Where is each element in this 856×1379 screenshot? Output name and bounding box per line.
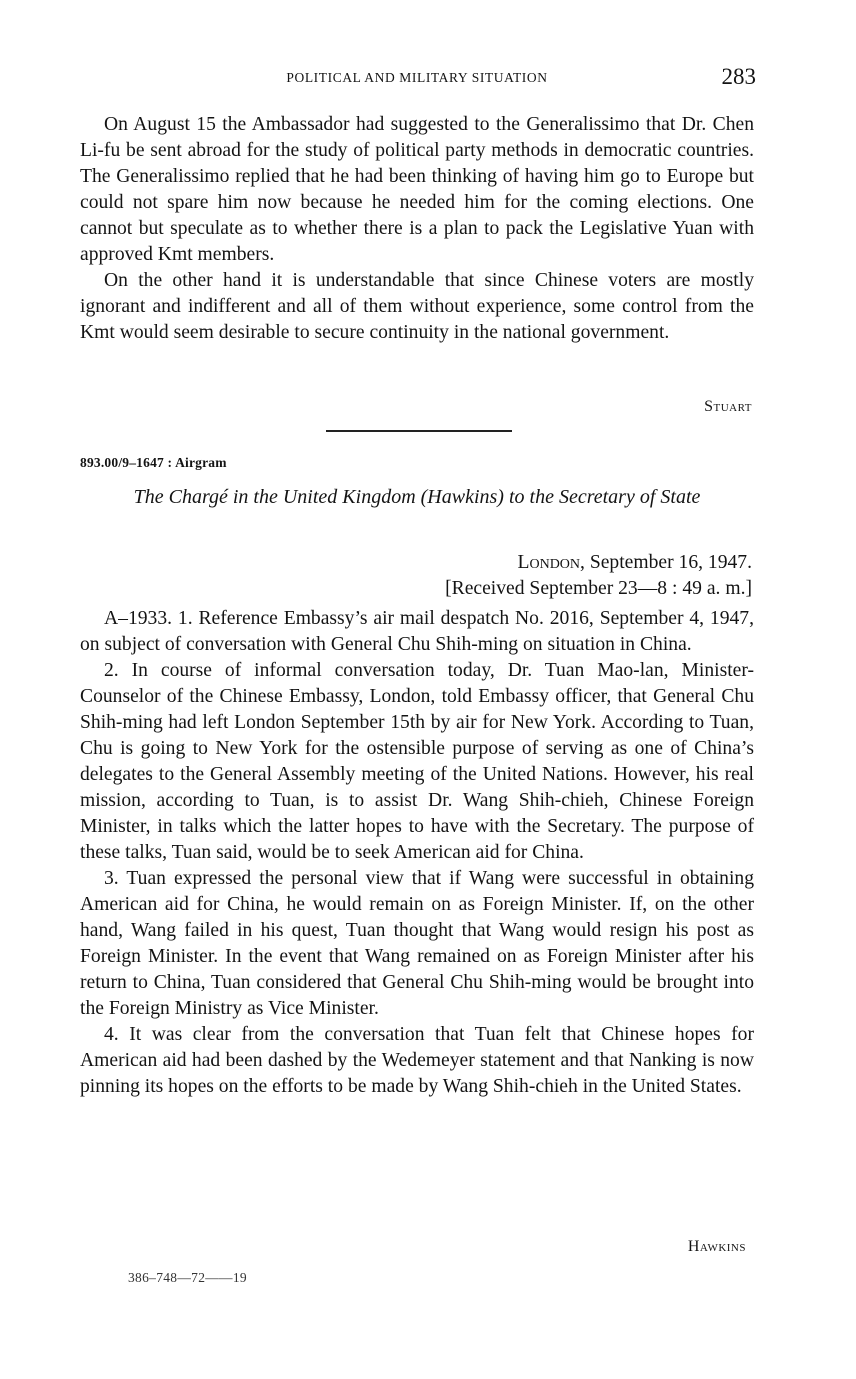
- printer-code: 386–748—72——19: [128, 1270, 247, 1285]
- received-line: [Received September 23—8 : 49 a. m.]: [445, 578, 752, 599]
- page-number: 283: [721, 64, 756, 89]
- paragraph: A–1933. 1. Reference Embassy’s air mail despatch No. 2016, September 4, 1947, on subject of conversation with General Chu Shih-ming on situation in China.: [80, 608, 754, 655]
- paragraph: 4. It was clear from the conversation that Tuan felt that Chinese hopes for American aid had been dashed by the Wedemeyer statement and that Nanking is now pinning its hopes on the efforts to be made by Wang Shih-chieh in the United States.: [80, 1024, 754, 1097]
- document-title: The Chargé in the United Kingdom (Hawkins) to the Secretary of State: [133, 486, 701, 508]
- section1-body: [80, 112, 754, 346]
- file-number: 893.00/9–1647 : Airgram: [80, 455, 227, 470]
- paragraph: 2. In course of informal conversation today, Dr. Tuan Mao-lan, Minister-Counselor of the Chinese Embassy, London, told Embassy officer, that General Chu Shih-ming had left London September 15th by air for New York. According to Tuan, Chu is going to New York for the ostensible purpose of serving as one of China’s delegates to the General Assembly meeting of the United Nations. However, his real mission, according to Tuan, is to assist Dr. Wang Shih-chieh, Chinese Foreign Minister, in talks which the latter hopes to have with the Secretary. The purpose of these talks, Tuan said, would be to seek American aid for China.: [80, 660, 754, 863]
- signature-stuart: Stuart: [704, 398, 752, 415]
- running-title: POLITICAL AND MILITARY SITUATION: [286, 70, 548, 85]
- document-body: [80, 606, 754, 1100]
- dateline-date: , September 16, 1947.: [580, 552, 752, 573]
- paragraph: On the other hand it is understandable that since Chinese voters are mostly ignorant and indifferent and all of them without experience, some control from the Kmt would seem desirable to secure continuity in the national government.: [80, 270, 754, 343]
- running-head: [78, 64, 756, 94]
- dateline-place: London: [517, 552, 581, 573]
- paragraph: 3. Tuan expressed the personal view that if Wang were successful in obtaining American aid for China, he would remain on as Foreign Minister. If, on the other hand, Wang failed in his quest, Tuan thought that Wang would resign his post as Foreign Minister. In the event that Wang remained on as Foreign Minister after his return to China, Tuan considered that General Chu Shih-ming would be brought into the Foreign Ministry as Vice Minister.: [80, 868, 754, 1019]
- paragraph: On August 15 the Ambassador had suggested to the Generalissimo that Dr. Chen Li-fu be sent abroad for the study of political party methods in democratic countries. The Generalissimo replied that he had been thinking of having him go to Europe but could not spare him now because he needed him for the coming elections. One cannot but speculate as to whether there is a plan to pack the Legislative Yuan with approved Kmt members.: [80, 114, 754, 265]
- section-divider: [326, 430, 512, 432]
- signature-hawkins: Hawkins: [687, 1238, 746, 1255]
- dateline: [518, 550, 753, 576]
